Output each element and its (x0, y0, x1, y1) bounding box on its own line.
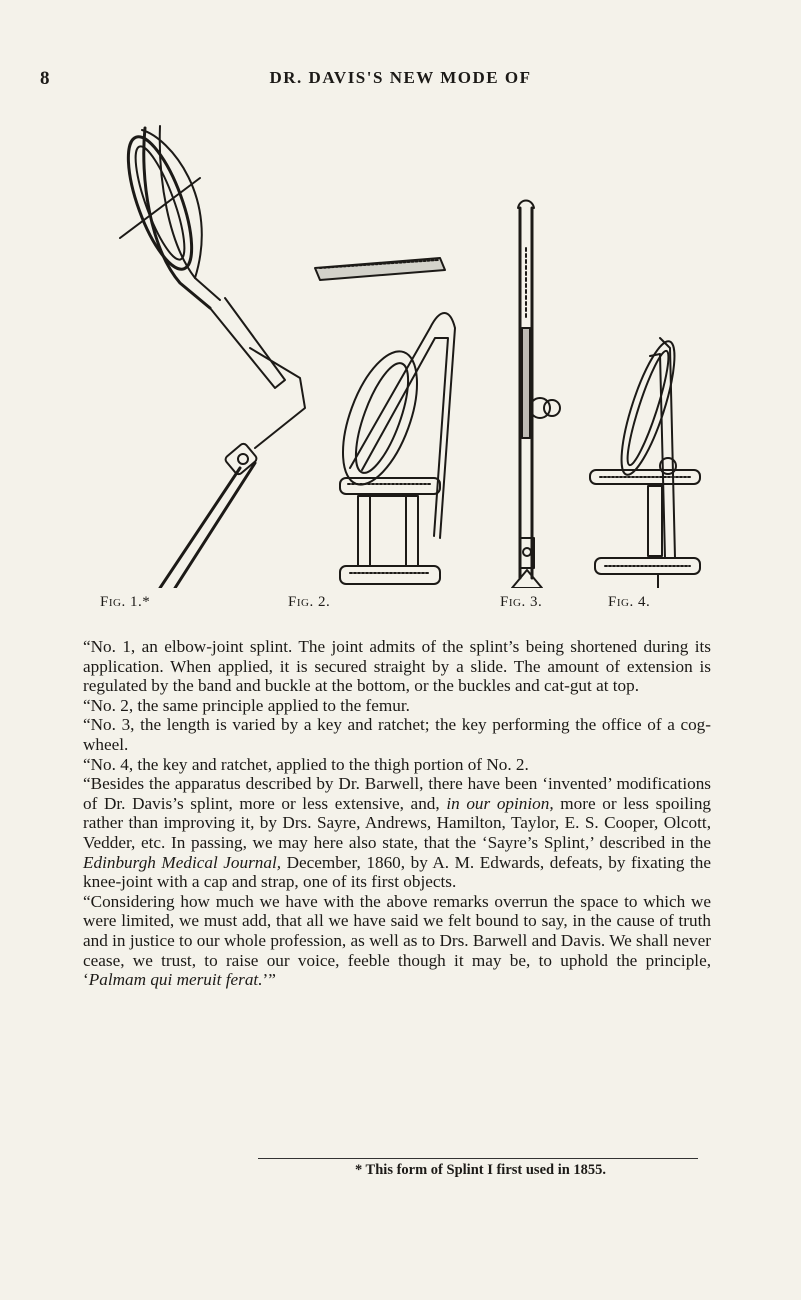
fig-2-label: Fig. 2. (288, 594, 331, 610)
paragraph-considering: “Considering how much we have with the above remarks overrun the space to which we were limited, we must add, that all we have said we felt bound to say, in the cause of truth and in justice to our whole profession, as well as to Drs. Barwell and Davis. We shall never cease, we trust, to raise our voice, feeble though it may be, to uphold the principle, ‘Palmam qui meruit ferat.’” (83, 891, 711, 990)
fig4-thigh-splint-drawing (590, 336, 700, 588)
splint-illustration (100, 118, 720, 624)
page-header (0, 68, 801, 92)
fig2-femur-splint-drawing (315, 258, 455, 584)
paragraph-no4: “No. 4, the key and ratchet, applied to the thigh portion of No. 2. (83, 754, 529, 774)
fig3-ratchet-splint-drawing (512, 201, 560, 589)
footnote: * This form of Splint I first used in 1855. (354, 1162, 607, 1178)
paragraph-no1: “No. 1, an elbow-joint splint. The joint admits of the splint’s being shortened during its application. When applied, it is secured straight by a slide. The amount of extension is regulated by the band and buckle at the bottom, or the buckles and cat-gut at top. (83, 637, 711, 696)
page-number: 8 (40, 68, 50, 89)
paragraph-no2: “No. 2, the same principle applied to the femur. (83, 695, 410, 715)
fig-4-label: Fig. 4. (608, 594, 651, 610)
footnote-divider (258, 1158, 698, 1159)
fig1-elbow-splint-drawing (115, 126, 305, 588)
running-title: DR. DAVIS'S NEW MODE OF (269, 68, 532, 87)
fig-1-label: Fig. 1.* (100, 594, 151, 610)
paragraph-no3: “No. 3, the length is varied by a key and ratchet; the key performing the office of a cog-wheel. (83, 715, 711, 754)
fig-3-label: Fig. 3. (500, 594, 543, 610)
body-text (83, 637, 711, 990)
paragraph-besides: “Besides the apparatus described by Dr. Barwell, there have been ‘invented’ modifications of Dr. Davis’s splint, more or less extensive, and, in our opinion, more or less spoiling rather than improving it, by Drs. Sayre, Andrews, Hamilton, Taylor, E. S. Cooper, Olcott, Vedder, etc. In passing, we may here also state, that the ‘Sayre’s Splint,’ described in the Edinburgh Medical Journal, December, 1860, by A. M. Edwards, defeats, by fixating the knee-joint with a cap and strap, one of its first objects. (83, 774, 712, 892)
splint-drawings (100, 118, 720, 588)
